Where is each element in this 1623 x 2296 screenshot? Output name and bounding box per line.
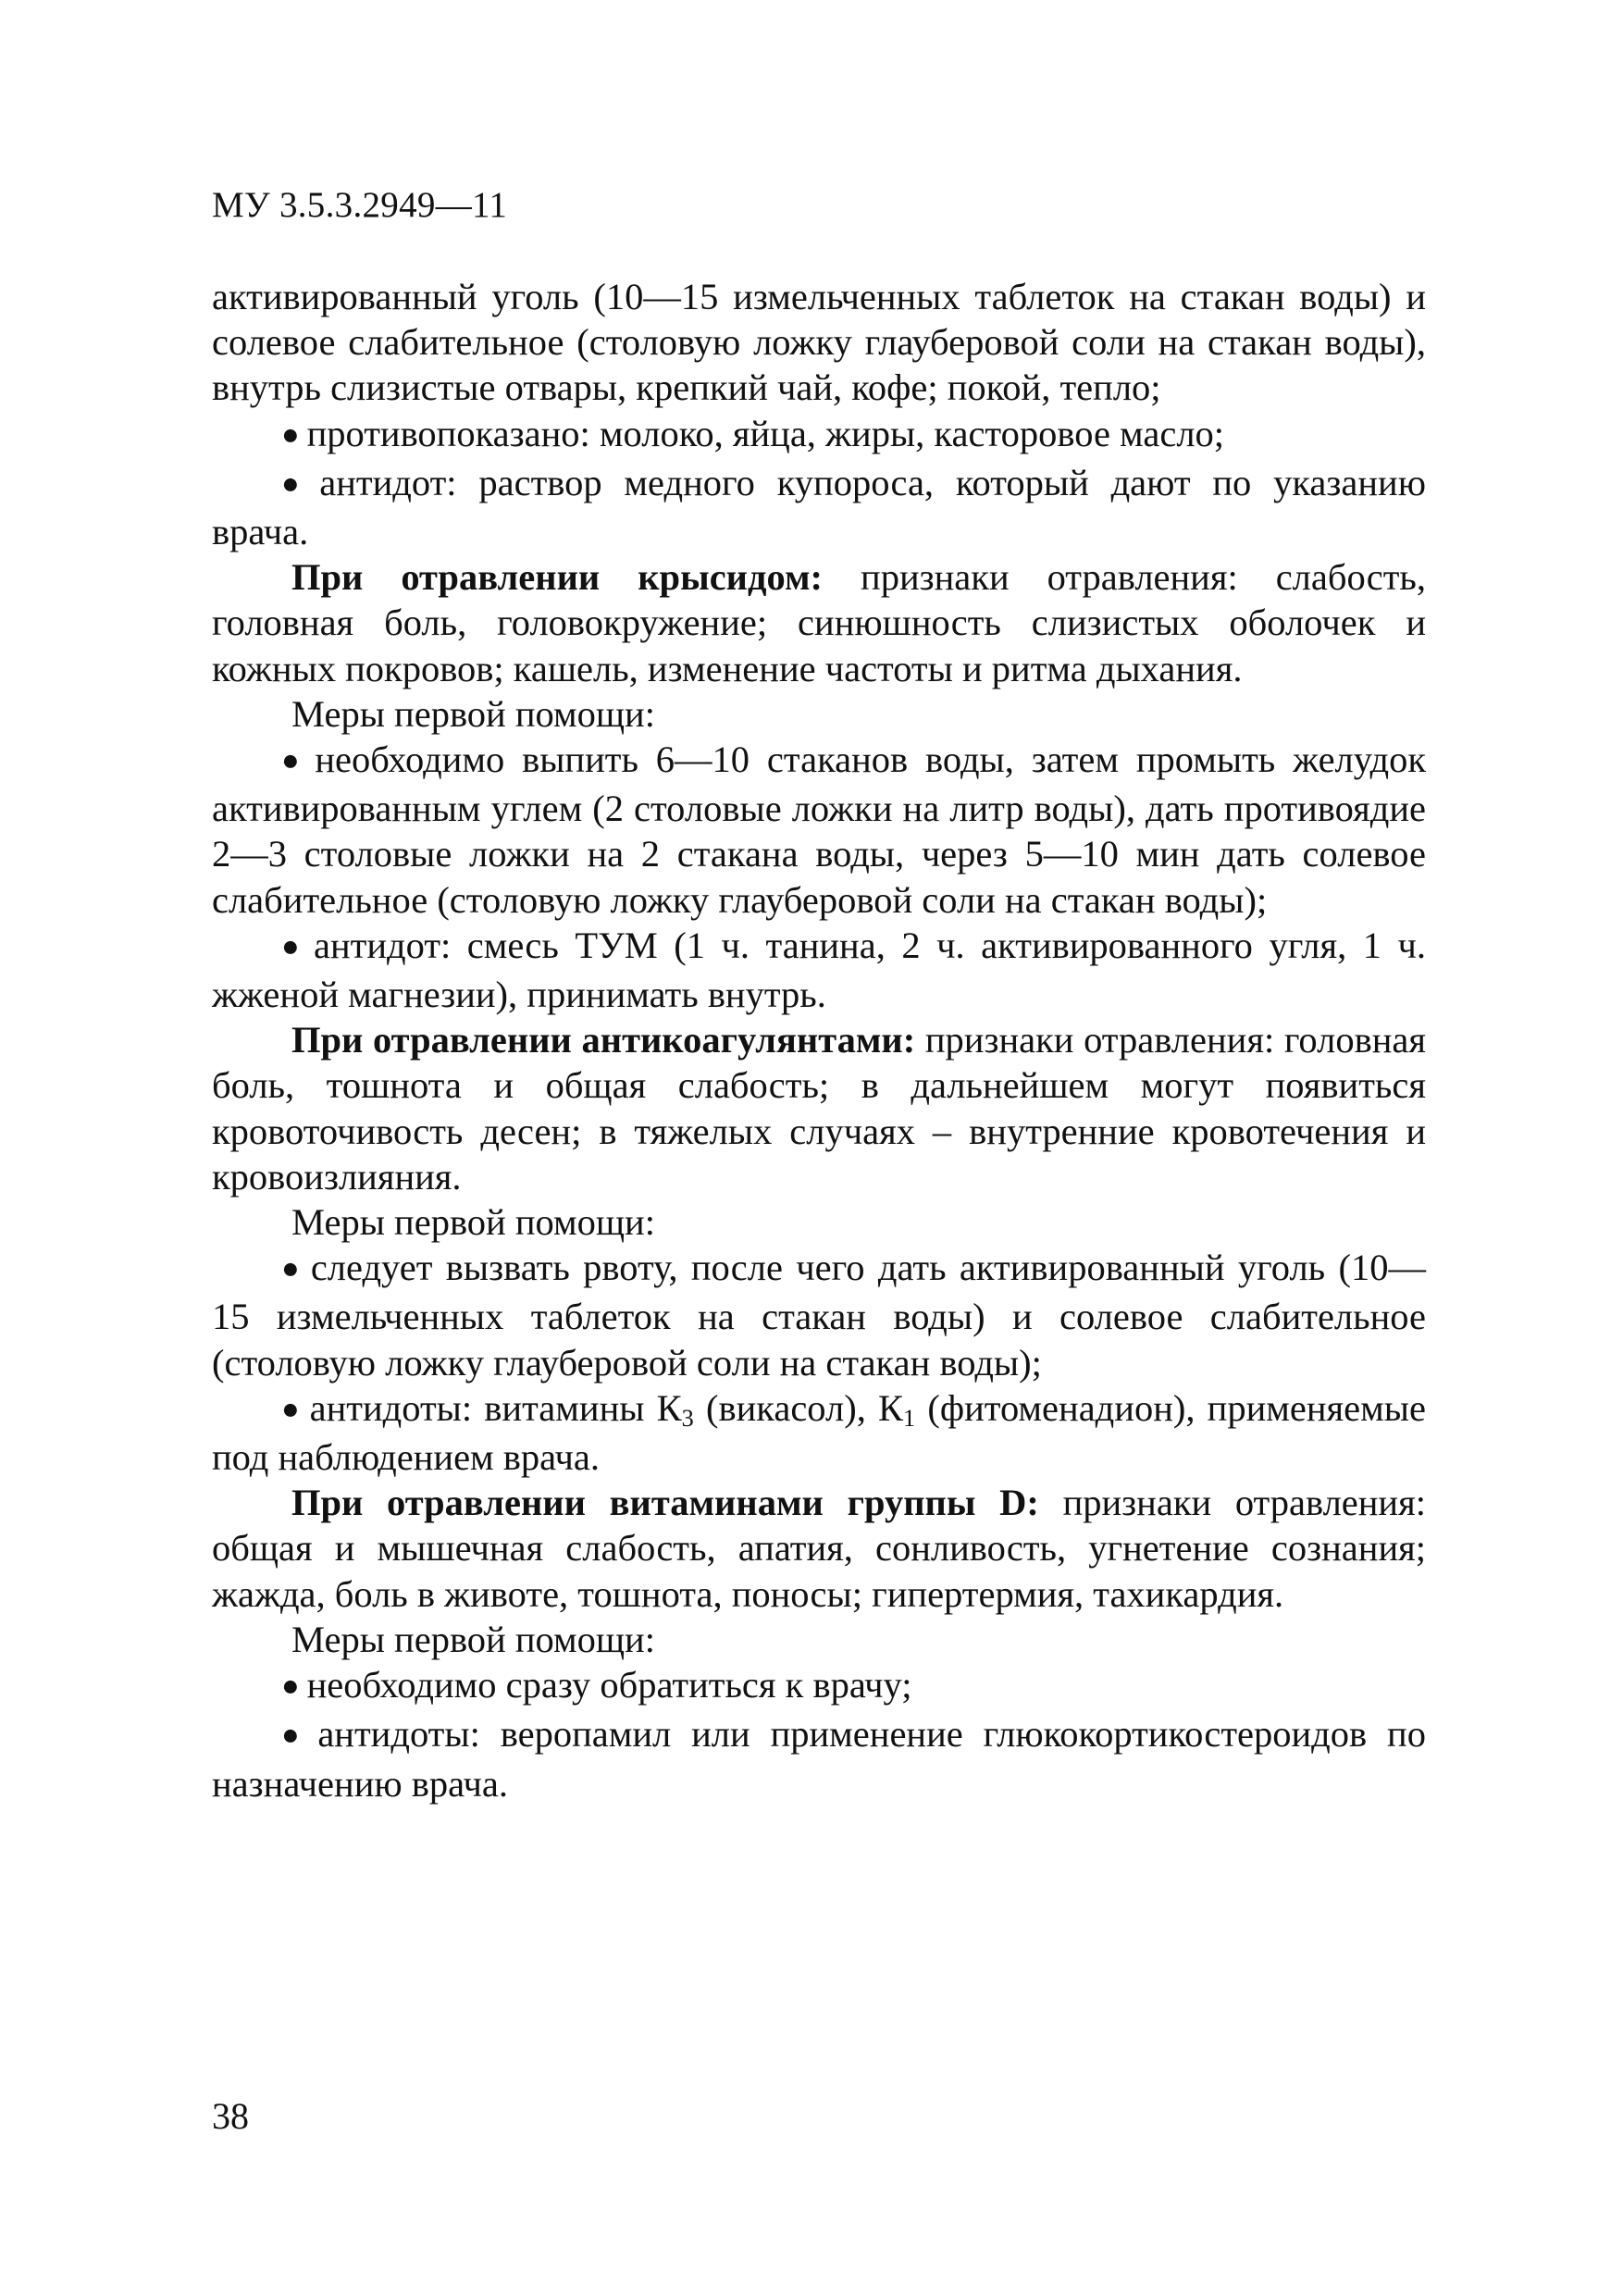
list-item: ● антидоты: витамины $К_3$ (викасол), $К_1$ (фитоменадион), применяемые под наблюдением врача.: [212, 1386, 1426, 1479]
paragraph-continuation: активированный уголь (10—15 измельченных таблеток на стакан воды) и солевое слабительное (столовую ложку глауберовой соли на стакан воды), внутрь слизистые отвары, крепкий чай, кофе; покой, тепло;: [212, 276, 1426, 409]
list-item: ● антидот: раствор медного купороса, который дают по указанию врача.: [212, 461, 1426, 553]
bullet-icon: ●: [281, 1719, 311, 1753]
section-title: При отравлении крысидом:: [291, 556, 824, 599]
bullet-icon: ●: [281, 744, 308, 778]
page-number: 38: [212, 2095, 249, 2137]
section-title: При отравлении антикоагулянтами:: [291, 1019, 916, 1061]
bullet-icon: ●: [281, 1252, 304, 1286]
list-item: ● следует вызвать рвоту, после чего дать активированный уголь (10—15 измельченных таблеток на стакан воды) и солевое слабительное (столовую ложку глауберовой соли на стакан воды);: [212, 1247, 1426, 1384]
body-text: [212, 274, 1426, 1806]
list-item: ● необходимо сразу обратиться к врачу;: [281, 1664, 912, 1706]
bullet-icon: ●: [281, 1392, 303, 1426]
list-item: ● необходимо выпить 6—10 стаканов воды, затем промыть желудок активированным углем (2 столовые ложки на литр воды), дать противоядие 2—3 столовые ложки на 2 стакана воды, через 5—10 мин дать солевое слабительное (столовую ложку глауберовой соли на стакан воды);: [212, 738, 1426, 921]
section-title: При отравлении витаминами группы D:: [291, 1482, 1039, 1524]
list-item: ● противопоказано: молоко, яйца, жиры, касторовое масло;: [281, 412, 1225, 454]
bullet-icon: ●: [281, 1669, 300, 1704]
section-anticoagulants: При отравлении антикоагулянтами: признаки отравления: головная боль, тошнота и общая слабость; в дальнейшем могут появиться кровоточивость десен; в тяжелых случаях – внутренние кровотечения и кровоизлияния.: [212, 1019, 1426, 1198]
bullet-icon: ●: [281, 929, 306, 963]
list-item: ● антидот: смесь ТУМ (1 ч. танина, 2 ч. активированного угля, 1 ч. жженой магнезии), принимать внутрь.: [212, 924, 1426, 1016]
section-vitamin-d: При отравлении витаминами группы D: признаки отравления: общая и мышечная слабость, апатия, сонливость, угнетение сознания; жажда, боль в животе, тошнота, поносы; гипертермия, тахикардия.: [212, 1482, 1426, 1615]
bullet-icon: ●: [281, 466, 313, 501]
section-rat-poison: При отравлении крысидом: признаки отравления: слабость, головная боль, головокружение; синюшность слизистых оболочек и кожных покровов; кашель, изменение частоты и ритма дыхания.: [212, 556, 1426, 689]
document-code-header: МУ 3.5.3.2949—11: [212, 185, 508, 225]
list-item: ● антидоты: веропамил или применение глюкокортикостероидов по назначению врача.: [212, 1713, 1426, 1805]
first-aid-heading: Меры первой помощи:: [291, 1201, 655, 1244]
bullet-icon: ●: [281, 417, 300, 452]
first-aid-heading: Меры первой помощи:: [291, 692, 655, 735]
first-aid-heading: Меры первой помощи:: [291, 1618, 655, 1660]
